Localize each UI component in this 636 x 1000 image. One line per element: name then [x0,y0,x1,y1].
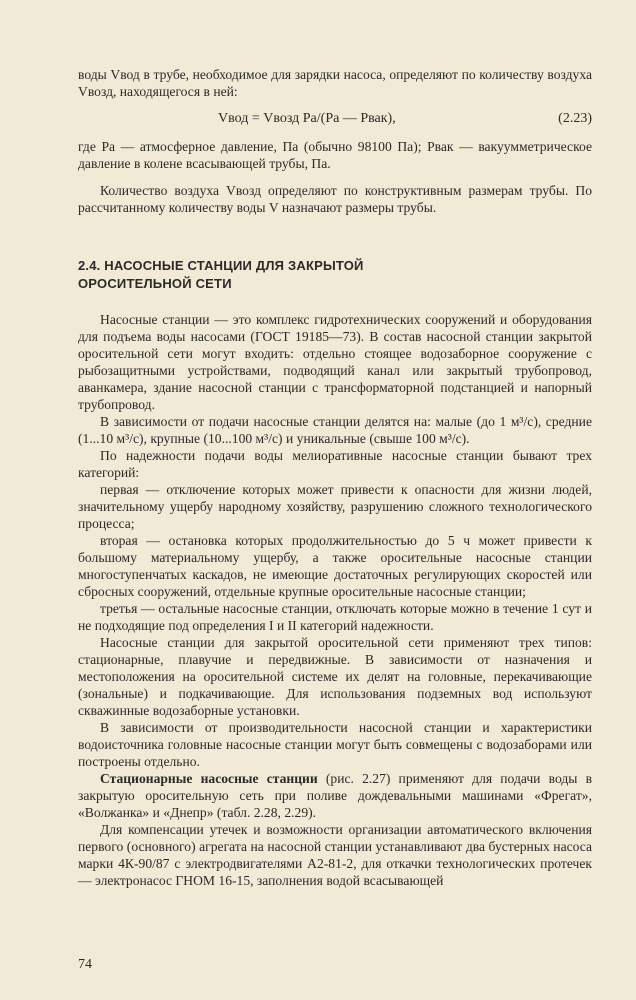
where-paragraph: где Pа — атмосферное давление, Па (обычно 98100 Па); Pвак — вакуумметрическое давление в колене всасывающей трубы, Па. [78,139,592,171]
paragraph-stationary [78,770,592,821]
section-heading-line2: ОРОСИТЕЛЬНОЙ СЕТИ [78,276,232,291]
formula-number: (2.23) [558,111,592,126]
paragraph-category-third: третья — остальные насосные станции, отключать которые можно в течение 1 сут и не подходящие под определения I и II категорий надежности. [78,601,592,633]
formula-2-23 [78,111,592,131]
paragraph-definition: Насосные станции — это комплекс гидротехнических сооружений и оборудования для подъема воды насосами (ГОСТ 19185—73). В состав насосной станции закрытой оросительной сети могут входить: отдельно стоящее водозаборное сооружение с рыбозащитными устройствами, подводящий канал или закрытый трубопровод, аванкамера, здание насосной станции с трансформаторной подстанцией и напорный трубопровод. [78,312,592,412]
air-block [78,182,592,216]
paragraph-category-second: вторая — остановка которых продолжительностью до 5 ч может привести к большому материальному ущербу, а также оросительные насосные станции многоступенчатых каскадов, не имеющие достаточных регулирующих скоростей или сбросных сооружений, отдельные крупные оросительные насосные станции; [78,533,592,599]
paragraph-compensation: Для компенсации утечек и возможности организации автоматического включения первого (основного) агрегата на насосной станции устанавливают два бустерных насоса марки 4К-90/87 с электродвигателями А2-81-2, для откачки технологических протечек — электронасос ГНОМ 16-15, заполнения водой всасывающей [78,822,592,888]
intro-block [78,66,592,100]
page-number: 74 [78,957,92,972]
paragraph-capacity: В зависимости от подачи насосные станции делятся на: малые (до 1 м³/с), средние (1...10 м³/с), крупные (10...100 м³/с) и уникальные (свыше 100 м³/с). [78,414,592,446]
section-heading [78,257,592,293]
stationary-text: (рис. 2.27) применяют для подачи воды в закрытую оросительную сеть при поливе дождевальными машинами «Фрегат», «Волжанка» и «Днепр» (табл. 2.28, 2.29). [78,771,592,820]
paragraph-category-first: первая — отключение которых может привести к опасности для жизни людей, значительному ущербу народному хозяйству, разрушению сложного технологического процесса; [78,482,592,531]
body-text [78,311,592,889]
stationary-term: Стационарные насосные станции [100,771,318,786]
paragraph-headworks: В зависимости от производительности насосной станции и характеристики водоисточника головные насосные станции могут быть совмещены с водозаборами или построены отдельно. [78,720,592,769]
section-heading-line1: 2.4. НАСОСНЫЕ СТАНЦИИ ДЛЯ ЗАКРЫТОЙ [78,258,364,273]
formula-expression: Vвод = Vвозд Pа/(Pа — Pвак), [218,111,396,126]
intro-paragraph: воды Vвод в трубе, необходимое для зарядки насоса, определяют по количеству воздуха Vвозд, находящегося в ней: [78,67,592,99]
paragraph-reliability: По надежности подачи воды мелиоративные насосные станции бывают трех категорий: [78,448,592,480]
paragraph-types: Насосные станции для закрытой оросительной сети применяют трех типов: стационарные, плавучие и передвижные. В зависимости от назначения и местоположения на оросительной системе их делят на головные, перекачивающие (зональные) и подкачивающие. Для использования подземных вод используют скважинные водозаборные установки. [78,635,592,718]
where-block [78,138,592,172]
air-paragraph: Количество воздуха Vвозд определяют по конструктивным размерам трубы. По рассчитанному количеству воды V назначают размеры трубы. [78,183,592,215]
